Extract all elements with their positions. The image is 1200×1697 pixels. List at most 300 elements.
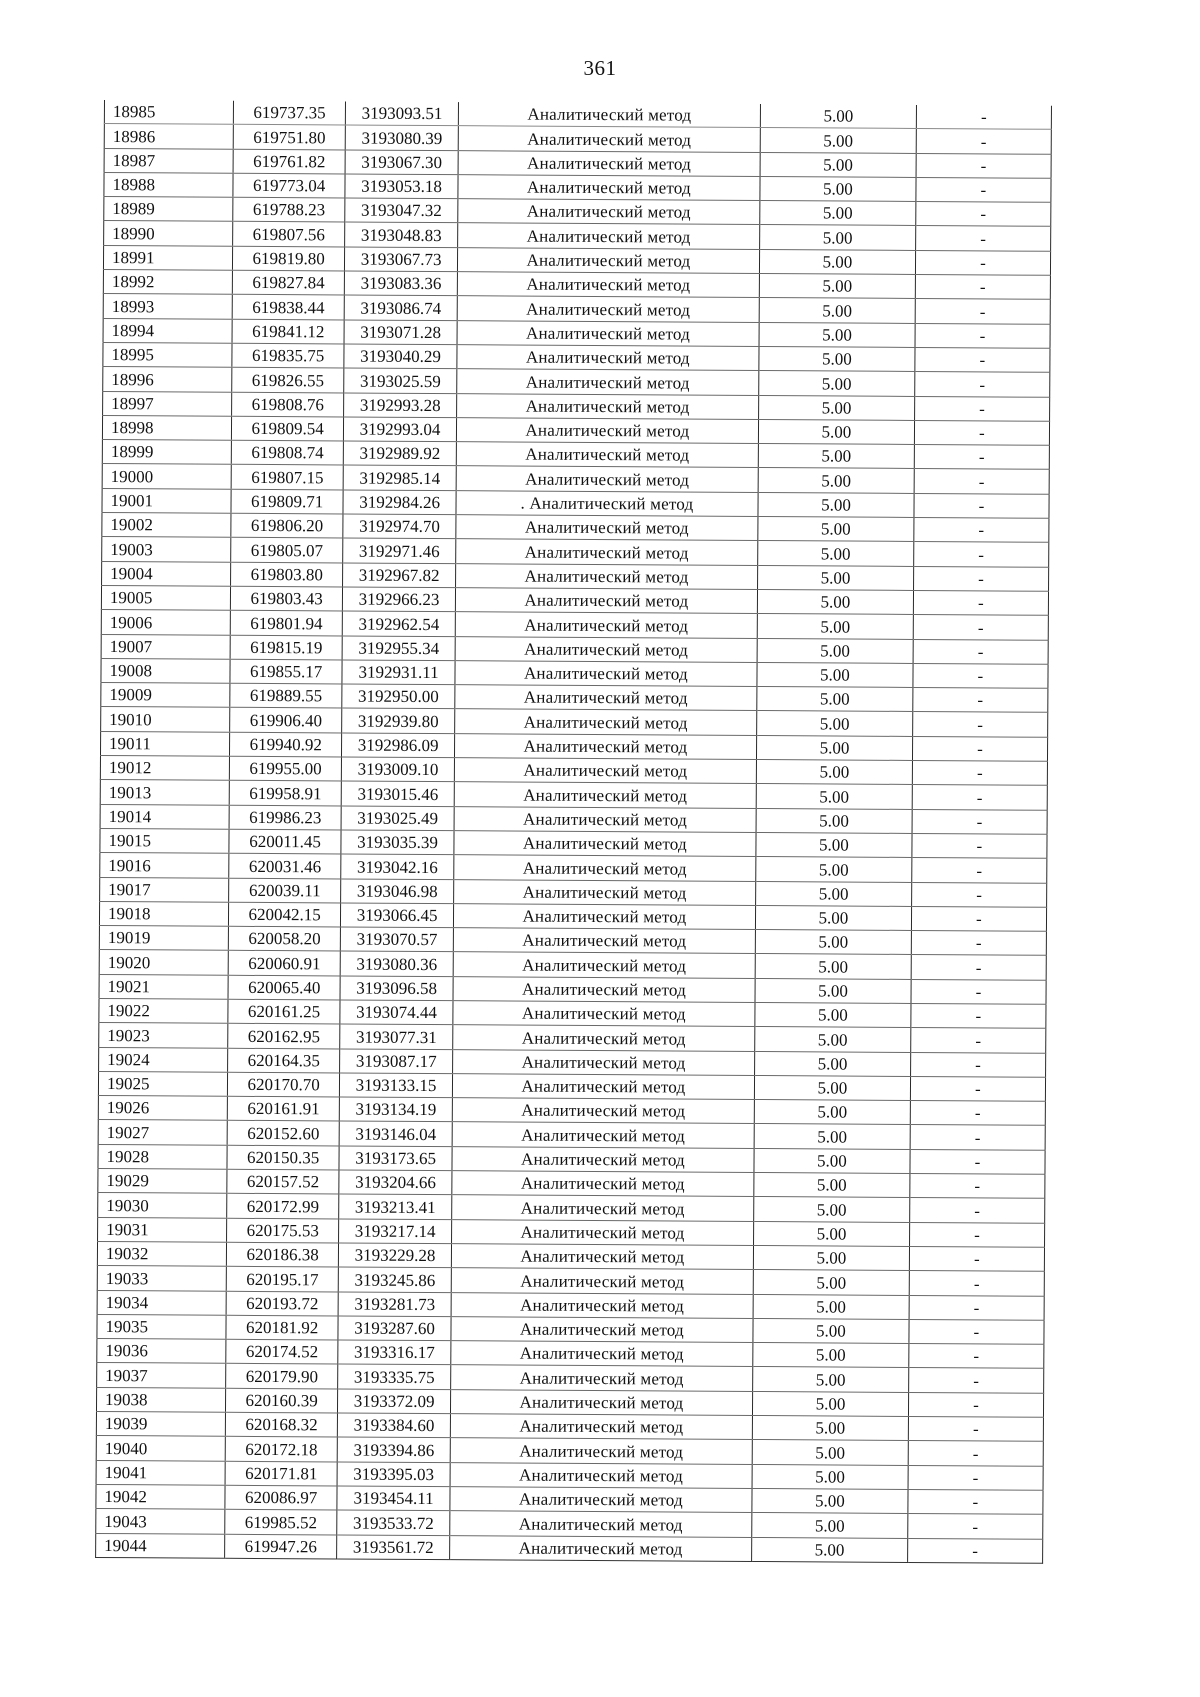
- x-coordinate-cell: 619986.23: [229, 805, 342, 830]
- x-coordinate-cell: 620161.91: [227, 1096, 340, 1121]
- y-coordinate-cell: 3192931.11: [342, 660, 455, 685]
- note-cell: -: [913, 639, 1048, 664]
- x-coordinate-cell: 620195.17: [226, 1267, 339, 1292]
- table-body: [96, 100, 1052, 1563]
- accuracy-cell: 5.00: [760, 249, 916, 274]
- point-number-cell: 19033: [97, 1266, 226, 1291]
- method-cell: Аналитический метод: [452, 1098, 754, 1124]
- point-number-cell: 19010: [101, 707, 230, 732]
- x-coordinate-cell: 619737.35: [233, 101, 346, 125]
- point-number-cell: 19040: [96, 1436, 225, 1461]
- note-cell: -: [915, 347, 1050, 372]
- method-cell: Аналитический метод: [455, 612, 757, 638]
- point-number-cell: 19044: [96, 1533, 225, 1558]
- accuracy-cell: 5.00: [757, 662, 913, 687]
- point-number-cell: 19005: [101, 585, 230, 610]
- y-coordinate-cell: 3193046.98: [341, 878, 454, 903]
- accuracy-cell: 5.00: [759, 298, 915, 323]
- y-coordinate-cell: 3193146.04: [339, 1121, 452, 1146]
- point-number-cell: 18991: [103, 245, 232, 270]
- x-coordinate-cell: 620168.32: [225, 1412, 338, 1437]
- note-cell: -: [909, 1344, 1044, 1369]
- note-cell: -: [908, 1514, 1043, 1539]
- method-cell: Аналитический метод: [452, 1146, 754, 1172]
- point-number-cell: 18998: [102, 415, 231, 440]
- x-coordinate-cell: 620065.40: [228, 975, 341, 1000]
- point-number-cell: 19029: [98, 1169, 227, 1194]
- note-cell: -: [915, 250, 1050, 275]
- x-coordinate-cell: 620162.95: [228, 1024, 341, 1049]
- note-cell: -: [913, 688, 1048, 713]
- note-cell: -: [910, 1125, 1045, 1150]
- accuracy-cell: 5.00: [754, 1173, 910, 1198]
- y-coordinate-cell: 3192939.80: [342, 708, 455, 733]
- x-coordinate-cell: 619815.19: [230, 635, 343, 660]
- method-cell: Аналитический метод: [453, 879, 755, 905]
- method-cell: Аналитический метод: [450, 1389, 752, 1415]
- method-cell: Аналитический метод: [454, 709, 756, 735]
- point-number-cell: 18995: [103, 342, 232, 367]
- method-cell: Аналитический метод: [457, 272, 759, 298]
- y-coordinate-cell: 3193087.17: [340, 1049, 453, 1074]
- point-number-cell: 19008: [101, 658, 230, 683]
- x-coordinate-cell: 619808.76: [232, 392, 345, 417]
- point-number-cell: 19016: [100, 853, 229, 878]
- accuracy-cell: 5.00: [758, 541, 914, 566]
- point-number-cell: 18988: [104, 172, 233, 197]
- y-coordinate-cell: 3193245.86: [339, 1267, 452, 1292]
- coordinates-table: [95, 100, 1052, 1564]
- method-cell: Аналитический метод: [451, 1268, 753, 1294]
- method-cell: Аналитический метод: [451, 1341, 753, 1367]
- point-number-cell: 19025: [98, 1071, 227, 1096]
- x-coordinate-cell: 620172.18: [225, 1437, 338, 1462]
- accuracy-cell: 5.00: [753, 1270, 909, 1295]
- method-cell: Аналитический метод: [454, 831, 756, 857]
- accuracy-cell: 5.00: [752, 1416, 908, 1441]
- point-number-cell: 18996: [103, 367, 232, 392]
- note-cell: -: [908, 1489, 1043, 1514]
- x-coordinate-cell: 619826.55: [232, 368, 345, 393]
- accuracy-cell: 5.00: [752, 1513, 908, 1538]
- y-coordinate-cell: 3193134.19: [340, 1097, 453, 1122]
- note-cell: -: [908, 1368, 1043, 1393]
- note-cell: -: [916, 129, 1051, 154]
- note-cell: -: [912, 809, 1047, 834]
- point-number-cell: 19034: [97, 1290, 226, 1315]
- x-coordinate-cell: 620175.53: [226, 1218, 339, 1243]
- method-cell: Аналитический метод: [452, 1171, 754, 1197]
- accuracy-cell: 5.00: [753, 1318, 909, 1343]
- accuracy-cell: 5.00: [759, 346, 915, 371]
- point-number-cell: 19030: [98, 1193, 227, 1218]
- y-coordinate-cell: 3193053.18: [345, 174, 458, 199]
- y-coordinate-cell: 3193042.16: [341, 854, 454, 879]
- x-coordinate-cell: 619947.26: [225, 1534, 338, 1559]
- x-coordinate-cell: 619761.82: [233, 149, 346, 174]
- accuracy-cell: 5.00: [754, 1124, 910, 1149]
- method-cell: Аналитический метод: [458, 175, 760, 201]
- x-coordinate-cell: 619819.80: [232, 246, 345, 271]
- x-coordinate-cell: 620011.45: [229, 829, 342, 854]
- method-cell: Аналитический метод: [450, 1365, 752, 1391]
- y-coordinate-cell: 3192993.04: [344, 417, 457, 442]
- method-cell: Аналитический метод: [452, 1074, 754, 1100]
- x-coordinate-cell: 620031.46: [229, 853, 342, 878]
- accuracy-cell: 5.00: [755, 1002, 911, 1027]
- x-coordinate-cell: 619803.43: [230, 586, 343, 611]
- x-coordinate-cell: 620174.52: [226, 1339, 339, 1364]
- note-cell: -: [910, 1101, 1045, 1126]
- method-cell: Аналитический метод: [455, 636, 757, 662]
- y-coordinate-cell: 3193213.41: [339, 1194, 452, 1219]
- method-cell: Аналитический метод: [456, 393, 758, 419]
- accuracy-cell: 5.00: [760, 104, 916, 129]
- y-coordinate-cell: 3192984.26: [343, 490, 456, 515]
- point-number-cell: 18999: [102, 440, 231, 465]
- method-cell: Аналитический метод: [455, 563, 757, 589]
- x-coordinate-cell: 619773.04: [233, 173, 346, 198]
- method-cell: Аналитический метод: [453, 952, 755, 978]
- note-cell: -: [908, 1465, 1043, 1490]
- point-number-cell: 19007: [101, 634, 230, 659]
- x-coordinate-cell: 619958.91: [229, 781, 342, 806]
- method-cell: Аналитический метод: [454, 855, 756, 881]
- accuracy-cell: 5.00: [758, 565, 914, 590]
- accuracy-cell: 5.00: [760, 176, 916, 201]
- y-coordinate-cell: 3193048.83: [345, 222, 458, 247]
- note-cell: -: [911, 931, 1046, 956]
- accuracy-cell: 5.00: [752, 1488, 908, 1513]
- accuracy-cell: 5.00: [754, 1100, 910, 1125]
- y-coordinate-cell: 3192966.23: [343, 587, 456, 612]
- note-cell: -: [914, 396, 1049, 421]
- method-cell: Аналитический метод: [454, 733, 756, 759]
- y-coordinate-cell: 3193281.73: [338, 1292, 451, 1317]
- y-coordinate-cell: 3193086.74: [345, 295, 458, 320]
- point-number-cell: 18994: [103, 318, 232, 343]
- point-number-cell: 19032: [97, 1241, 226, 1266]
- x-coordinate-cell: 619807.56: [233, 222, 346, 247]
- accuracy-cell: 5.00: [754, 1148, 910, 1173]
- point-number-cell: 18997: [103, 391, 232, 416]
- accuracy-cell: 5.00: [754, 1197, 910, 1222]
- x-coordinate-cell: 620150.35: [227, 1145, 340, 1170]
- method-cell: Аналитический метод: [454, 806, 756, 832]
- point-number-cell: 19042: [96, 1484, 225, 1509]
- table-row: [96, 1533, 1043, 1563]
- accuracy-cell: 5.00: [756, 832, 912, 857]
- y-coordinate-cell: 3193229.28: [339, 1243, 452, 1268]
- accuracy-cell: 5.00: [753, 1343, 909, 1368]
- note-cell: -: [914, 518, 1049, 543]
- point-number-cell: 19014: [100, 804, 229, 829]
- note-cell: -: [911, 1003, 1046, 1028]
- x-coordinate-cell: 620060.91: [228, 951, 341, 976]
- y-coordinate-cell: 3193335.75: [338, 1364, 451, 1389]
- accuracy-cell: 5.00: [754, 1075, 910, 1100]
- note-cell: -: [912, 712, 1047, 737]
- x-coordinate-cell: 619955.00: [229, 756, 342, 781]
- note-cell: -: [912, 785, 1047, 810]
- x-coordinate-cell: 619805.07: [231, 538, 344, 563]
- point-number-cell: 19041: [96, 1460, 225, 1485]
- method-cell: Аналитический метод: [454, 782, 756, 808]
- note-cell: -: [915, 323, 1050, 348]
- note-cell: -: [909, 1295, 1044, 1320]
- method-cell: Аналитический метод: [458, 102, 760, 128]
- point-number-cell: 19009: [101, 683, 230, 708]
- accuracy-cell: 5.00: [757, 638, 913, 663]
- accuracy-cell: 5.00: [754, 1221, 910, 1246]
- note-cell: -: [912, 736, 1047, 761]
- note-cell: -: [916, 177, 1051, 202]
- accuracy-cell: 5.00: [759, 395, 915, 420]
- y-coordinate-cell: 3193009.10: [342, 757, 455, 782]
- accuracy-cell: 5.00: [756, 784, 912, 809]
- x-coordinate-cell: 619889.55: [230, 683, 343, 708]
- y-coordinate-cell: 3193316.17: [338, 1340, 451, 1365]
- point-number-cell: 19020: [99, 950, 228, 975]
- accuracy-cell: 5.00: [760, 128, 916, 153]
- accuracy-cell: 5.00: [753, 1367, 909, 1392]
- y-coordinate-cell: 3192986.09: [342, 733, 455, 758]
- method-cell: Аналитический метод: [455, 685, 757, 711]
- accuracy-cell: 5.00: [752, 1537, 908, 1562]
- method-cell: Аналитический метод: [457, 369, 759, 395]
- method-cell: Аналитический метод: [456, 442, 758, 468]
- x-coordinate-cell: 619807.15: [231, 465, 344, 490]
- x-coordinate-cell: 620179.90: [226, 1364, 339, 1389]
- method-cell: Аналитический метод: [449, 1535, 751, 1561]
- note-cell: -: [914, 469, 1049, 494]
- note-cell: -: [910, 1076, 1045, 1101]
- note-cell: -: [908, 1416, 1043, 1441]
- x-coordinate-cell: 619855.17: [230, 659, 343, 684]
- y-coordinate-cell: 3192967.82: [343, 563, 456, 588]
- accuracy-cell: 5.00: [756, 881, 912, 906]
- y-coordinate-cell: 3193040.29: [344, 344, 457, 369]
- method-cell: Аналитический метод: [450, 1462, 752, 1488]
- note-cell: -: [911, 979, 1046, 1004]
- note-cell: -: [915, 299, 1050, 324]
- point-number-cell: 19002: [102, 513, 231, 538]
- point-number-cell: 19019: [99, 926, 228, 951]
- point-number-cell: 19006: [101, 610, 230, 635]
- point-number-cell: 19035: [97, 1314, 226, 1339]
- x-coordinate-cell: 619838.44: [232, 295, 345, 320]
- y-coordinate-cell: 3193077.31: [340, 1024, 453, 1049]
- note-cell: -: [908, 1392, 1043, 1417]
- y-coordinate-cell: 3193133.15: [340, 1073, 453, 1098]
- accuracy-cell: 5.00: [758, 468, 914, 493]
- note-cell: -: [910, 1052, 1045, 1077]
- method-cell: Аналитический метод: [451, 1292, 753, 1318]
- y-coordinate-cell: 3193395.03: [337, 1462, 450, 1487]
- x-coordinate-cell: 620042.15: [228, 902, 341, 927]
- method-cell: Аналитический метод: [457, 345, 759, 371]
- accuracy-cell: 5.00: [755, 978, 911, 1003]
- method-cell: Аналитический метод: [458, 199, 760, 225]
- point-number-cell: 18992: [103, 270, 232, 295]
- point-number-cell: 18985: [104, 100, 233, 125]
- method-cell: Аналитический метод: [456, 466, 758, 492]
- note-cell: -: [914, 493, 1049, 518]
- method-cell: Аналитический метод: [451, 1316, 753, 1342]
- note-cell: -: [913, 663, 1048, 688]
- x-coordinate-cell: 620181.92: [226, 1315, 339, 1340]
- y-coordinate-cell: 3193173.65: [339, 1146, 452, 1171]
- y-coordinate-cell: 3193015.46: [342, 781, 455, 806]
- note-cell: -: [909, 1271, 1044, 1296]
- note-cell: -: [916, 105, 1051, 130]
- point-number-cell: 19023: [99, 1023, 228, 1048]
- note-cell: -: [915, 372, 1050, 397]
- accuracy-cell: 5.00: [755, 1051, 911, 1076]
- accuracy-cell: 5.00: [759, 371, 915, 396]
- note-cell: -: [913, 615, 1048, 640]
- page-number: 361: [583, 56, 617, 80]
- point-number-cell: 18987: [104, 148, 233, 173]
- x-coordinate-cell: 620086.97: [225, 1485, 338, 1510]
- x-coordinate-cell: 619809.54: [231, 416, 344, 441]
- y-coordinate-cell: 3193204.66: [339, 1170, 452, 1195]
- point-number-cell: 19017: [100, 877, 229, 902]
- x-coordinate-cell: 619940.92: [229, 732, 342, 757]
- method-cell: Аналитический метод: [451, 1219, 753, 1245]
- x-coordinate-cell: 619906.40: [230, 708, 343, 733]
- note-cell: -: [916, 202, 1051, 227]
- accuracy-cell: 5.00: [756, 808, 912, 833]
- method-cell: Аналитический метод: [453, 976, 755, 1002]
- note-cell: -: [913, 542, 1048, 567]
- note-cell: -: [911, 882, 1046, 907]
- accuracy-cell: 5.00: [758, 444, 914, 469]
- method-cell: Аналитический метод: [457, 247, 759, 273]
- y-coordinate-cell: 3193533.72: [337, 1510, 450, 1535]
- point-number-cell: 19011: [100, 731, 229, 756]
- accuracy-cell: 5.00: [757, 711, 913, 736]
- accuracy-cell: 5.00: [755, 930, 911, 955]
- note-cell: -: [912, 760, 1047, 785]
- x-coordinate-cell: 620039.11: [229, 878, 342, 903]
- accuracy-cell: 5.00: [753, 1391, 909, 1416]
- note-cell: -: [916, 153, 1051, 178]
- note-cell: -: [909, 1222, 1044, 1247]
- note-cell: -: [910, 1174, 1045, 1199]
- point-number-cell: 19027: [98, 1120, 227, 1145]
- method-cell: Аналитический метод: [453, 928, 755, 954]
- x-coordinate-cell: 620058.20: [228, 926, 341, 951]
- note-cell: -: [912, 833, 1047, 858]
- point-number-cell: 19039: [96, 1412, 225, 1437]
- x-coordinate-cell: 620170.70: [227, 1072, 340, 1097]
- y-coordinate-cell: 3193372.09: [338, 1389, 451, 1414]
- method-cell: Аналитический метод: [453, 1025, 755, 1051]
- method-cell: Аналитический метод: [451, 1195, 753, 1221]
- y-coordinate-cell: 3193067.73: [345, 247, 458, 272]
- accuracy-cell: 5.00: [752, 1440, 908, 1465]
- x-coordinate-cell: 619808.74: [231, 440, 344, 465]
- x-coordinate-cell: 620152.60: [227, 1121, 340, 1146]
- method-cell: Аналитический метод: [455, 660, 757, 686]
- x-coordinate-cell: 619751.80: [233, 125, 346, 150]
- y-coordinate-cell: 3193035.39: [341, 830, 454, 855]
- y-coordinate-cell: 3192962.54: [343, 611, 456, 636]
- point-number-cell: 18993: [103, 294, 232, 319]
- y-coordinate-cell: 3193080.36: [341, 951, 454, 976]
- point-number-cell: 19015: [100, 828, 229, 853]
- accuracy-cell: 5.00: [757, 614, 913, 639]
- point-number-cell: 19018: [99, 901, 228, 926]
- note-cell: -: [912, 858, 1047, 883]
- accuracy-cell: 5.00: [759, 322, 915, 347]
- accuracy-cell: 5.00: [759, 274, 915, 299]
- y-coordinate-cell: 3193025.59: [344, 368, 457, 393]
- y-coordinate-cell: 3193047.32: [345, 198, 458, 223]
- y-coordinate-cell: 3193067.30: [345, 150, 458, 175]
- accuracy-cell: 5.00: [756, 905, 912, 930]
- method-cell: Аналитический метод: [457, 223, 759, 249]
- accuracy-cell: 5.00: [760, 152, 916, 177]
- method-cell: Аналитический метод: [450, 1414, 752, 1440]
- accuracy-cell: 5.00: [753, 1245, 909, 1270]
- accuracy-cell: 5.00: [756, 857, 912, 882]
- point-number-cell: 19031: [98, 1217, 227, 1242]
- accuracy-cell: 5.00: [757, 735, 913, 760]
- method-cell: Аналитический метод: [452, 1049, 754, 1075]
- y-coordinate-cell: 3193394.86: [338, 1437, 451, 1462]
- note-cell: -: [913, 590, 1048, 615]
- accuracy-cell: 5.00: [757, 687, 913, 712]
- x-coordinate-cell: 619809.71: [231, 489, 344, 514]
- method-cell: Аналитический метод: [457, 296, 759, 322]
- point-number-cell: 19003: [102, 537, 231, 562]
- x-coordinate-cell: 620172.99: [227, 1194, 340, 1219]
- point-number-cell: 18986: [104, 124, 233, 149]
- note-cell: -: [915, 226, 1050, 251]
- method-cell: . Аналитический метод: [456, 490, 758, 516]
- x-coordinate-cell: 620160.39: [225, 1388, 338, 1413]
- y-coordinate-cell: 3192993.28: [344, 393, 457, 418]
- point-number-cell: 19022: [99, 998, 228, 1023]
- method-cell: Аналитический метод: [458, 126, 760, 152]
- method-cell: Аналитический метод: [455, 588, 757, 614]
- y-coordinate-cell: 3192989.92: [344, 441, 457, 466]
- method-cell: Аналитический метод: [452, 1122, 754, 1148]
- accuracy-cell: 5.00: [758, 419, 914, 444]
- accuracy-cell: 5.00: [758, 517, 914, 542]
- y-coordinate-cell: 3193561.72: [337, 1534, 450, 1559]
- y-coordinate-cell: 3192985.14: [343, 465, 456, 490]
- accuracy-cell: 5.00: [752, 1464, 908, 1489]
- point-number-cell: 18990: [104, 221, 233, 246]
- accuracy-cell: 5.00: [755, 1027, 911, 1052]
- method-cell: Аналитический метод: [451, 1244, 753, 1270]
- note-cell: -: [909, 1246, 1044, 1271]
- y-coordinate-cell: 3193217.14: [339, 1219, 452, 1244]
- point-number-cell: 19000: [102, 464, 231, 489]
- x-coordinate-cell: 620186.38: [226, 1242, 339, 1267]
- point-number-cell: 19043: [96, 1509, 225, 1534]
- point-number-cell: 19012: [100, 756, 229, 781]
- method-cell: Аналитический метод: [450, 1438, 752, 1464]
- method-cell: Аналитический метод: [454, 758, 756, 784]
- y-coordinate-cell: 3193074.44: [340, 1000, 453, 1025]
- y-coordinate-cell: 3193066.45: [341, 903, 454, 928]
- note-cell: -: [914, 445, 1049, 470]
- method-cell: Аналитический метод: [458, 150, 760, 176]
